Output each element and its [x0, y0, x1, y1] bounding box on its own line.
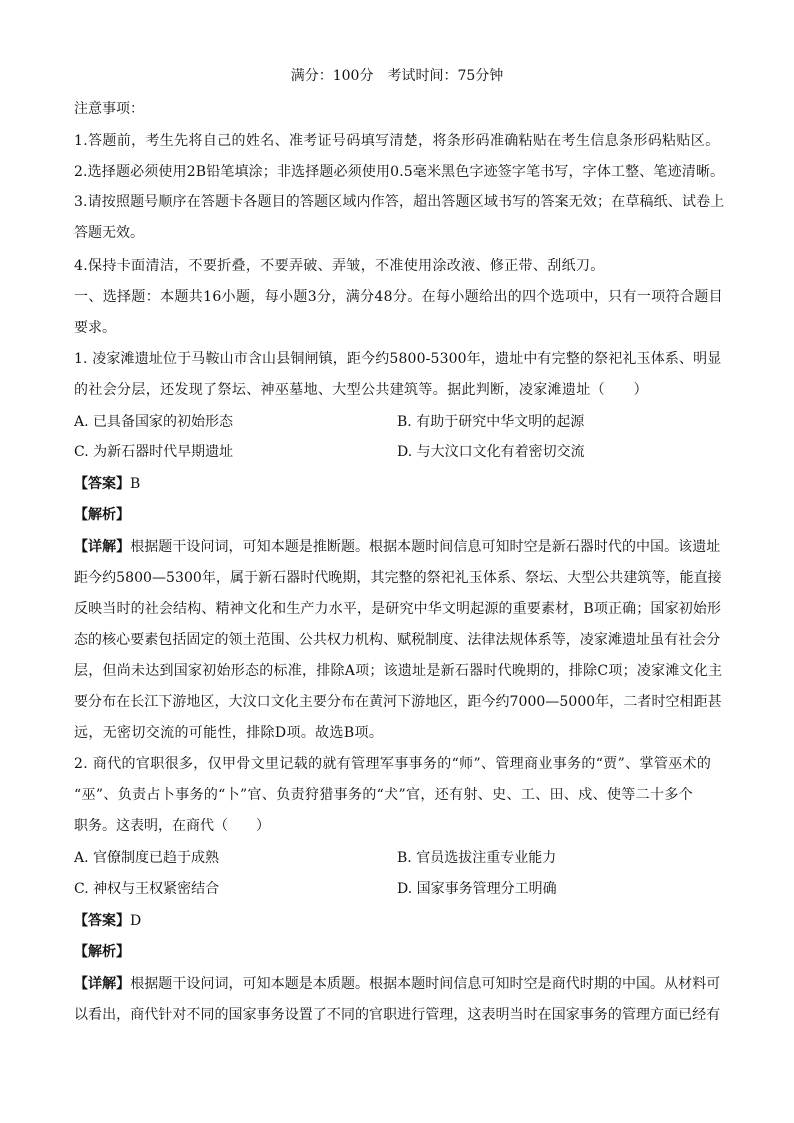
- q1-answer-value: B: [130, 476, 141, 492]
- q2-stem-line2: “巫”、负责占卜事务的“卜”官、负责狩猎事务的“犬”官，还有射、史、工、田、戍、使等二十多个: [74, 787, 694, 803]
- q2-answer: [74, 912, 141, 930]
- q2-analysis-tag: 【解析】: [74, 944, 130, 960]
- q1-answer-tag: 【答案】: [74, 476, 130, 492]
- q2-detail-tag: 【详解】: [74, 976, 131, 992]
- q1-option-b: B. 有助于研究中华文明的起源: [397, 414, 585, 430]
- q1-answer: [74, 475, 140, 493]
- notice-item-4: 4.保持卡面清洁，不要折叠，不要弄破、弄皱，不准使用涂改液、修正带、刮纸刀。: [74, 258, 605, 274]
- notice-item-1: 1.答题前，考生先将自己的姓名、准考证号码填写清楚，将条形码准确粘贴在考生信息条形码粘贴区。: [74, 133, 720, 149]
- q2-option-b: B. 官员选拔注重专业能力: [397, 850, 557, 866]
- notice-item-2: 2.选择题必须使用2B铅笔填涂；非选择题必须使用0.5毫米黑色字迹签字笔书写，字体工整、笔迹清晰。: [74, 164, 725, 180]
- q2-stem-line1: 2. 商代的官职很多，仅甲骨文里记载的就有管理军事事务的“师”、管理商业事务的“贾”、掌管巫术的: [74, 756, 712, 772]
- score-time-header: 满分：100分 考试时间：75分钟: [290, 68, 504, 84]
- q1-option-a: A. 已具备国家的初始形态: [74, 414, 234, 430]
- q1-detail-tag: 【详解】: [74, 539, 131, 555]
- q1-stem-line2: 的社会分层，还发现了祭坛、神巫墓地、大型公共建筑等。据此判断，凌家滩遗址（ ）: [74, 382, 648, 398]
- section-heading-cont: 要求。: [74, 320, 116, 336]
- q1-detail-line2: 距今约5800—5300年，属于新石器时代晚期，其完整的祭祀礼玉体系、祭坛、大型公共建筑等，能直接: [74, 570, 722, 586]
- q2-detail-line2: 以看出，商代针对不同的国家事务设置了不同的官职进行管理，这表明当时在国家事务的管理方面已经有: [74, 1007, 721, 1023]
- q1-detail-line4: 态的核心要素包括固定的领土范围、公共权力机构、赋税制度、法律法规体系等，凌家滩遗址虽有社会分: [74, 632, 721, 648]
- q1-option-c: C. 为新石器时代早期遗址: [74, 444, 234, 460]
- q2-detail-line1: 【详解】根据题干设问词，可知本题是本质题。根据本题时间信息可知时空是商代时期的中国。从材料可: [74, 976, 721, 992]
- q2-answer-tag: 【答案】: [74, 913, 130, 929]
- q1-stem-line1: 1. 凌家滩遗址位于马鞍山市含山县铜闸镇，距今约5800-5300年，遗址中有完整的祭祀礼玉体系、明显: [74, 351, 722, 367]
- notice-item-3-cont: 答题无效。: [74, 225, 144, 241]
- q2-option-d: D. 国家事务管理分工明确: [397, 881, 557, 897]
- q2-answer-value: D: [130, 913, 142, 929]
- q1-detail-line7: 远，无密切交流的可能性，排除D项。故选B项。: [74, 725, 384, 741]
- q1-detail-line3: 反映当时的社会结构、精神文化和生产力水平，是研究中华文明起源的重要素材，B项正确；国家初始形: [74, 601, 722, 617]
- q1-detail-line6: 要分布在长江下游地区，大汶口文化主要分布在黄河下游地区，距今约7000—5000年，二者时空相距甚: [74, 694, 722, 710]
- notice-item-3: 3.请按照题号顺序在答题卡各题目的答题区域内作答，超出答题区域书写的答案无效；在草稿纸、试卷上: [74, 194, 725, 210]
- q1-analysis-tag: 【解析】: [74, 507, 130, 523]
- q1-detail-line1: 【详解】根据题干设问词，可知本题是推断题。根据本题时间信息可知时空是新石器时代的中国。该遗址: [74, 539, 721, 555]
- notice-title: 注意事项：: [74, 101, 144, 117]
- q2-option-a: A. 官僚制度已趋于成熟: [74, 850, 220, 866]
- q2-option-c: C. 神权与王权紧密结合: [74, 881, 220, 897]
- q1-detail-line5: 层，但尚未达到国家初始形态的标准，排除A项；该遗址是新石器时代晚期的，排除C项；凌家滩文化主: [74, 663, 723, 679]
- q1-option-d: D. 与大汶口文化有着密切交流: [397, 444, 585, 460]
- section-heading: 一、选择题：本题共16小题，每小题3分，满分48分。在每小题给出的四个选项中，只有一项符合题目: [74, 289, 723, 305]
- q2-stem-line3: 职务。这表明，在商代（ ）: [74, 818, 270, 834]
